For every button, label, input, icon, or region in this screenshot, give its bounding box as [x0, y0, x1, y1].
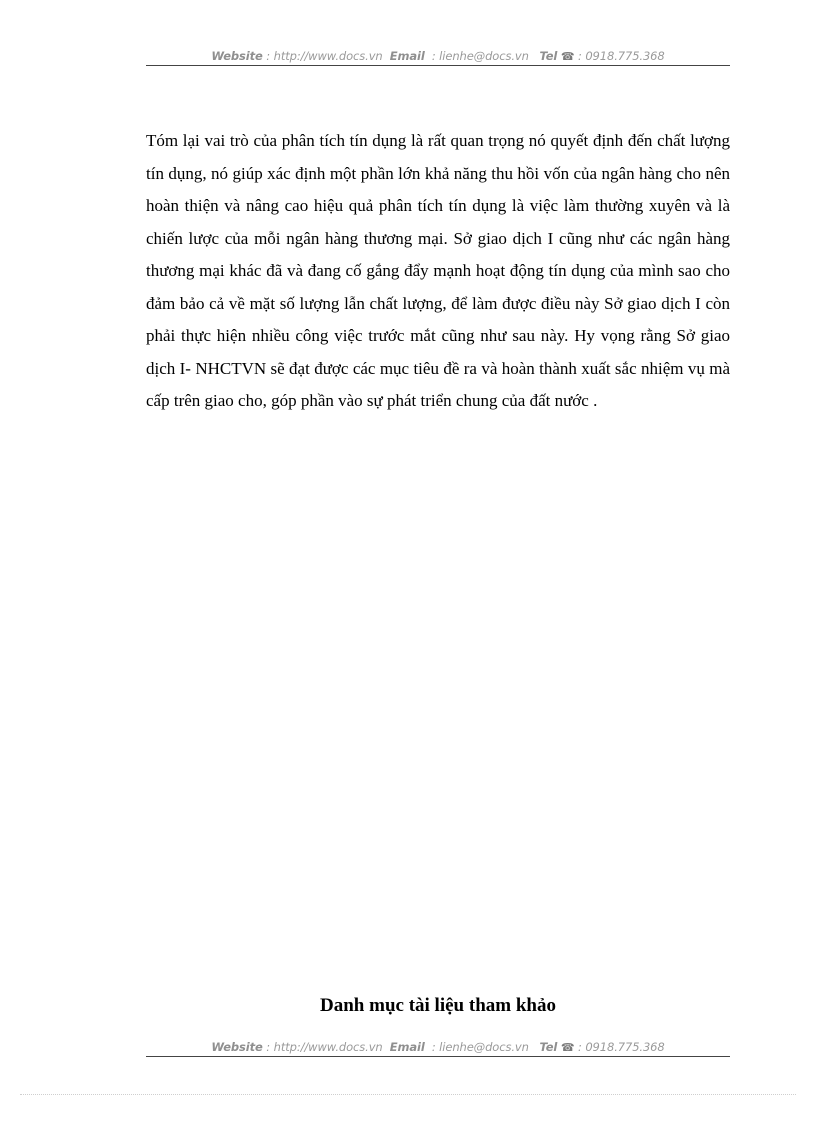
- website-url: : http://www.docs.vn: [262, 49, 383, 63]
- phone-icon: ☎: [560, 1041, 575, 1054]
- website-url: : http://www.docs.vn: [262, 1040, 383, 1054]
- conclusion-paragraph: Tóm lại vai trò của phân tích tín dụng là rất quan trọng nó quyết định đến chất lượng tín dụng, nó giúp xác định một phần lớn khả năng thu hồi vốn của ngân hàng cho nên hoàn thiện và nâng cao hiệu quả phân tích tín dụng là việc làm thường xuyên và là chiến lược của mỗi ngân hàng thương mại. Sở giao dịch I cũng như các ngân hàng thương mại khác đã và đang cố gắng đẩy mạnh hoạt động tín dụng của mình sao cho đảm bảo cả về mặt số lượng lẫn chất lượng, để làm được điều này Sở giao dịch I còn phải thực hiện nhiều công việc trước mắt cũng như sau này. Hy vọng rằng Sở giao dịch I- NHCTVN sẽ đạt được các mục tiêu đề ra và hoàn thành xuất sắc nhiệm vụ mà cấp trên giao cho, góp phần vào sự phát triển chung của đất nước .: [146, 131, 730, 410]
- page-header: [146, 47, 730, 66]
- page-footer: [146, 1038, 730, 1057]
- email-label: Email: [389, 1040, 425, 1054]
- tel-number: : 0918.775.368: [574, 1040, 665, 1054]
- website-label: Website: [211, 1040, 263, 1054]
- email-address: : lienhe@docs.vn: [428, 1040, 529, 1054]
- tel-number: : 0918.775.368: [574, 49, 665, 63]
- email-label: Email: [389, 49, 425, 63]
- email-address: : lienhe@docs.vn: [428, 49, 529, 63]
- section-title: Danh mục tài liệu tham khảo: [320, 995, 556, 1016]
- page-edge-divider: [20, 1094, 796, 1095]
- tel-label: Tel: [539, 1040, 558, 1054]
- tel-label: Tel: [539, 49, 558, 63]
- phone-icon: ☎: [560, 50, 575, 63]
- website-label: Website: [211, 49, 263, 63]
